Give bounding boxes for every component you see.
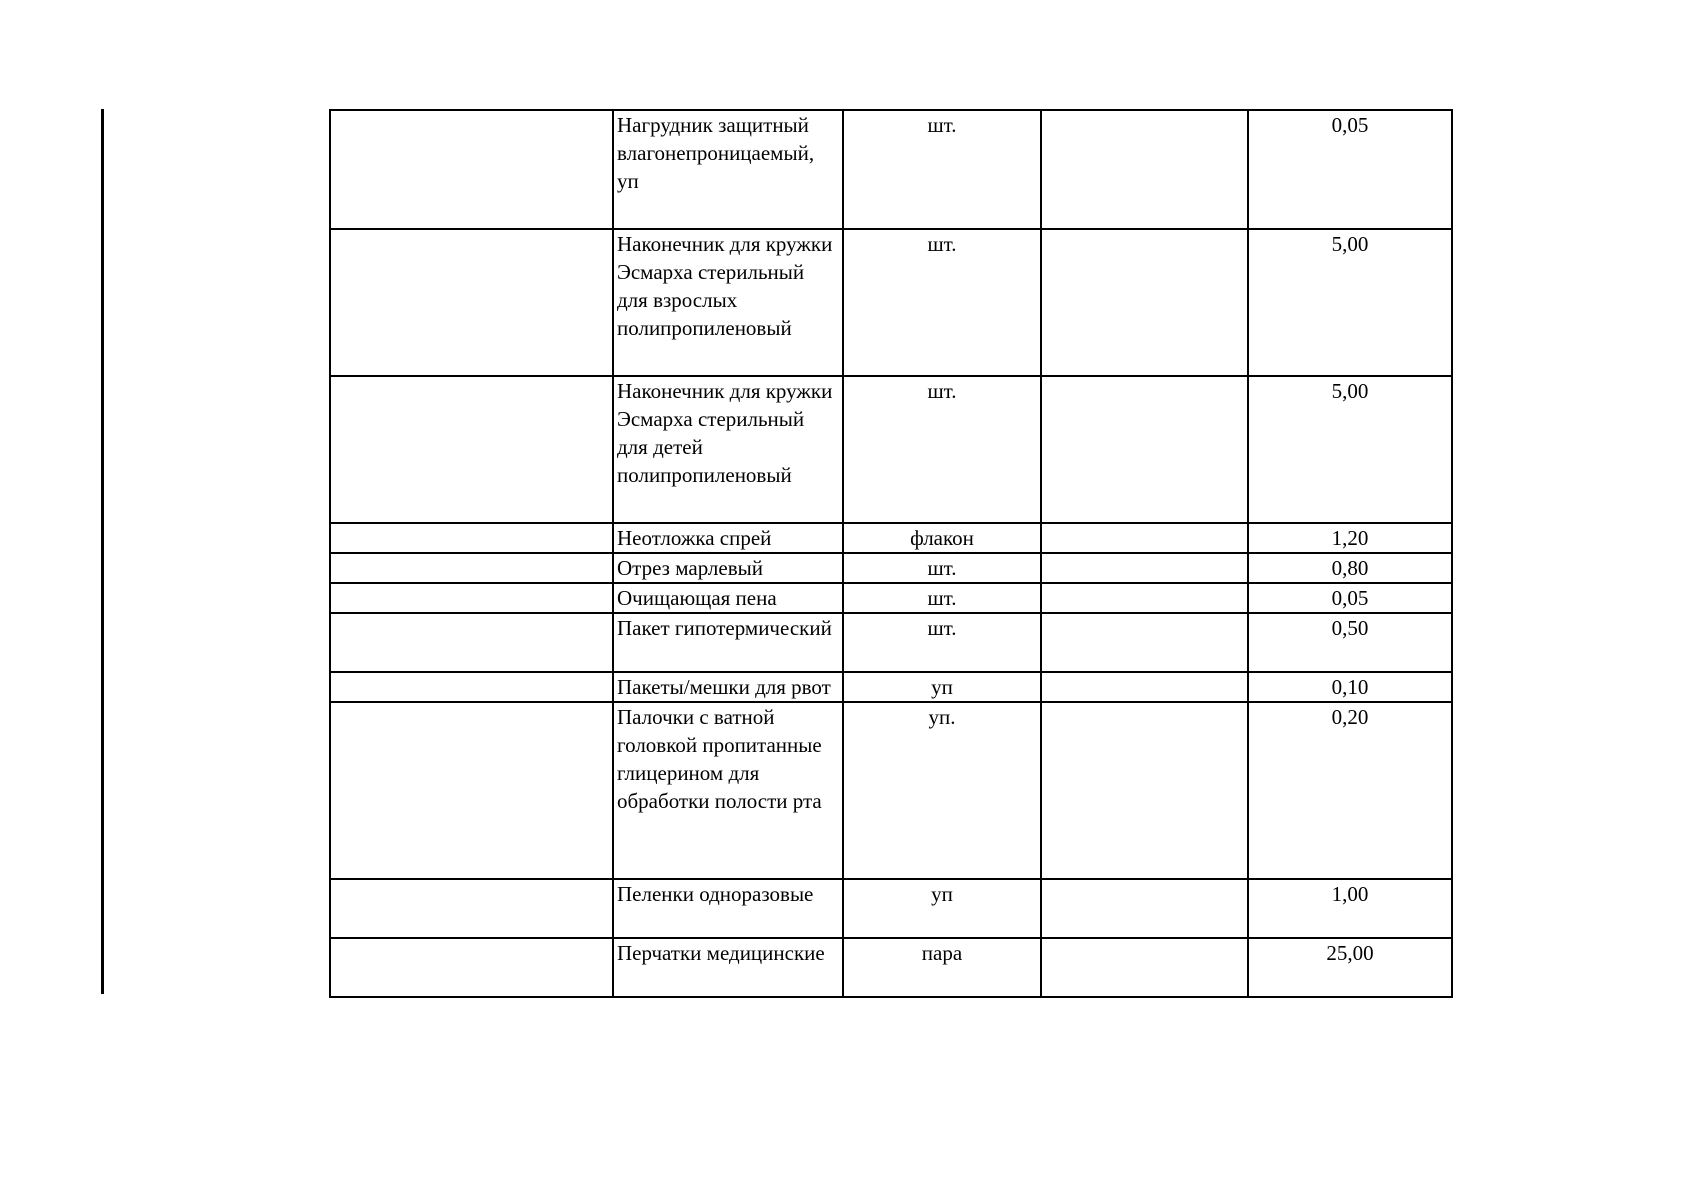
empty-cell: [330, 376, 613, 523]
unit-cell: шт.: [843, 613, 1041, 672]
empty-cell: [330, 702, 613, 879]
unit-cell: шт.: [843, 110, 1041, 229]
empty-cell: [330, 583, 613, 613]
item-name-cell: Пеленки одноразовые: [613, 879, 843, 938]
table-row: [330, 583, 1452, 613]
unit-cell: шт.: [843, 553, 1041, 583]
empty-cell: [1041, 672, 1248, 702]
quantity-cell: 0,80: [1248, 553, 1452, 583]
table-row: [330, 879, 1452, 938]
empty-cell: [1041, 110, 1248, 229]
empty-cell: [1041, 613, 1248, 672]
item-name-cell: Нагрудник защитный влагонепроницаемый, уп: [613, 110, 843, 229]
unit-cell: флакон: [843, 523, 1041, 553]
unit-cell: уп: [843, 879, 1041, 938]
empty-cell: [330, 553, 613, 583]
table-row: [330, 523, 1452, 553]
empty-cell: [330, 229, 613, 376]
unit-cell: пара: [843, 938, 1041, 997]
item-name-cell: Наконечник для кружки Эсмарха стерильный для детей полипропиленовый: [613, 376, 843, 523]
empty-cell: [1041, 229, 1248, 376]
item-name-cell: Пакеты/мешки для рвот: [613, 672, 843, 702]
item-name-cell: Неотложка спрей: [613, 523, 843, 553]
empty-cell: [1041, 702, 1248, 879]
item-name-cell: Перчатки медицинские: [613, 938, 843, 997]
unit-cell: шт.: [843, 229, 1041, 376]
supplies-table: [329, 109, 1453, 998]
table-row: [330, 702, 1452, 879]
quantity-cell: 0,05: [1248, 583, 1452, 613]
quantity-cell: 1,20: [1248, 523, 1452, 553]
unit-cell: шт.: [843, 583, 1041, 613]
table-row: [330, 376, 1452, 523]
empty-cell: [330, 879, 613, 938]
quantity-cell: 5,00: [1248, 376, 1452, 523]
empty-cell: [330, 672, 613, 702]
item-name-cell: Пакет гипотермический: [613, 613, 843, 672]
quantity-cell: 0,50: [1248, 613, 1452, 672]
table-row: [330, 229, 1452, 376]
table-row: [330, 613, 1452, 672]
unit-cell: уп: [843, 672, 1041, 702]
quantity-cell: 1,00: [1248, 879, 1452, 938]
empty-cell: [330, 613, 613, 672]
empty-cell: [1041, 376, 1248, 523]
item-name-cell: Палочки с ватной головкой пропитанные глицерином для обработки полости рта: [613, 702, 843, 879]
table-row: [330, 110, 1452, 229]
table-row: [330, 553, 1452, 583]
empty-cell: [1041, 583, 1248, 613]
empty-cell: [330, 938, 613, 997]
item-name-cell: Наконечник для кружки Эсмарха стерильный для взрослых полипропиленовый: [613, 229, 843, 376]
quantity-cell: 0,20: [1248, 702, 1452, 879]
empty-cell: [1041, 879, 1248, 938]
table-row: [330, 672, 1452, 702]
quantity-cell: 0,10: [1248, 672, 1452, 702]
quantity-cell: 0,05: [1248, 110, 1452, 229]
unit-cell: шт.: [843, 376, 1041, 523]
quantity-cell: 25,00: [1248, 938, 1452, 997]
unit-cell: уп.: [843, 702, 1041, 879]
empty-cell: [1041, 938, 1248, 997]
item-name-cell: Отрез марлевый: [613, 553, 843, 583]
quantity-cell: 5,00: [1248, 229, 1452, 376]
empty-cell: [1041, 553, 1248, 583]
empty-cell: [330, 523, 613, 553]
empty-cell: [1041, 523, 1248, 553]
empty-cell: [330, 110, 613, 229]
table-row: [330, 938, 1452, 997]
item-name-cell: Очищающая пена: [613, 583, 843, 613]
left-margin-rule: [101, 109, 104, 994]
